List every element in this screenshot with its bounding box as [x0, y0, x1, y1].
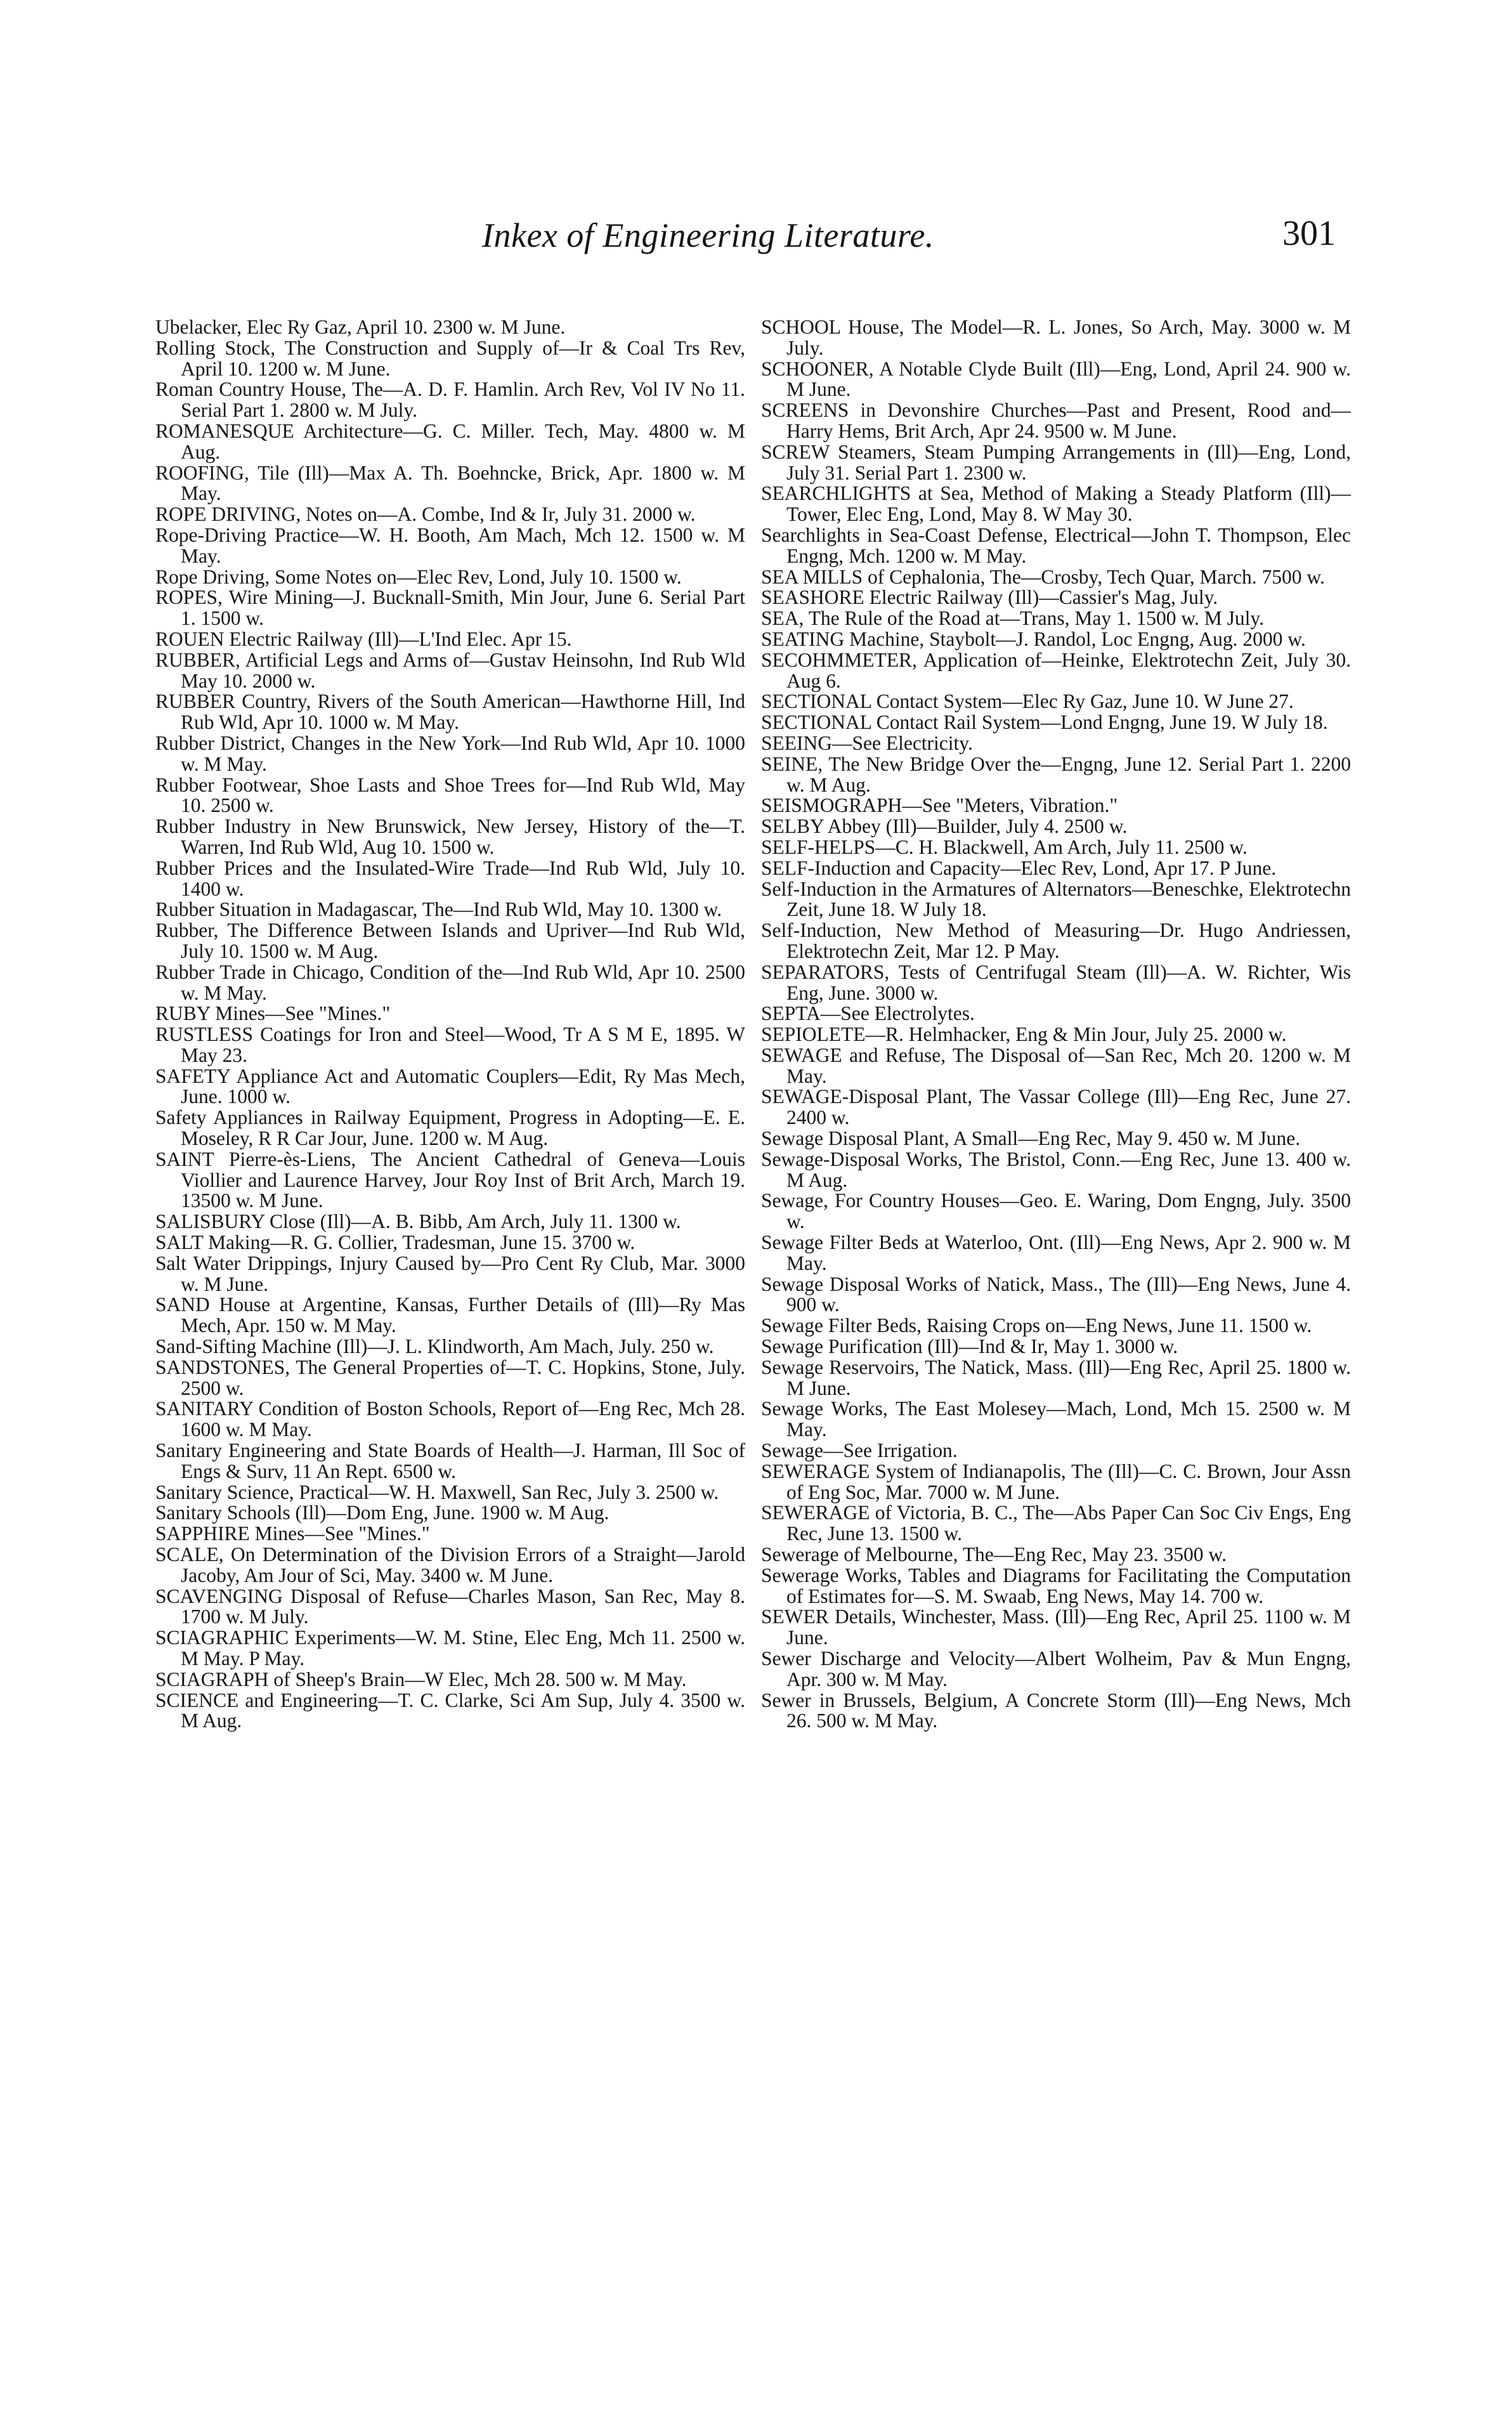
index-entry: SEWERAGE System of Indianapolis, The (Ill)—C. C. Brown, Jour Assn of Eng Soc, Mar. 7000 w. M June. [761, 1460, 1351, 1503]
index-entry: SEA MILLS of Cephalonia, The—Crosby, Tech Quar, March. 7500 w. [761, 565, 1325, 588]
index-entry: Searchlights in Sea-Coast Defense, Electrical—John T. Thompson, Elec Engng, Mch. 1200 w. M May. [761, 523, 1351, 567]
index-entry: Sanitary Science, Practical—W. H. Maxwell, San Rec, July 3. 2500 w. [155, 1480, 719, 1503]
index-entry: ROOFING, Tile (Ill)—Max A. Th. Boehncke, Brick, Apr. 1800 w. M May. [155, 461, 745, 505]
index-entry: SANDSTONES, The General Properties of—T. C. Hopkins, Stone, July. 2500 w. [155, 1356, 745, 1399]
index-entry: Sewage Filter Beds, Raising Crops on—Eng News, June 11. 1500 w. [761, 1314, 1312, 1337]
index-entry: ROMANESQUE Architecture—G. C. Miller. Tech, May. 4800 w. M Aug. [155, 419, 745, 463]
index-entry: SEPIOLETE—R. Helmhacker, Eng & Min Jour, July 25. 2000 w. [761, 1023, 1287, 1046]
index-entry: SEISMOGRAPH—See "Meters, Vibration." [761, 794, 1118, 817]
index-entry: RUBBER Country, Rivers of the South American—Hawthorne Hill, Ind Rub Wld, Apr 10. 1000 w. M May. [155, 690, 745, 734]
index-entry: SELF-HELPS—C. H. Blackwell, Am Arch, July 11. 2500 w. [761, 835, 1248, 858]
index-entry: Sand-Sifting Machine (Ill)—J. L. Klindworth, Am Mach, July. 250 w. [155, 1335, 714, 1358]
index-entry: Salt Water Drippings, Injury Caused by—Pro Cent Ry Club, Mar. 3000 w. M June. [155, 1251, 745, 1295]
index-entry: Sanitary Engineering and State Boards of Health—J. Harman, Ill Soc of Engs & Surv, 11 An Rept. 6500 w. [155, 1439, 745, 1482]
index-entry: SAND House at Argentine, Kansas, Further Details of (Ill)—Ry Mas Mech, Apr. 150 w. M May. [155, 1293, 745, 1337]
index-entry: SEATING Machine, Staybolt—J. Randol, Loc Engng, Aug. 2000 w. [761, 627, 1306, 650]
right-column [761, 317, 1351, 1732]
index-entry: SCHOONER, A Notable Clyde Built (Ill)—Eng, Lond, April 24. 900 w. M June. [761, 357, 1351, 401]
index-entry: Rubber Situation in Madagascar, The—Ind Rub Wld, May 10. 1300 w. [155, 898, 722, 921]
index-entry: Sewage Filter Beds at Waterloo, Ont. (Ill)—Eng News, Apr 2. 900 w. M May. [761, 1231, 1351, 1274]
index-entry: SEWAGE-Disposal Plant, The Vassar College (Ill)—Eng Rec, June 27. 2400 w. [761, 1085, 1351, 1129]
index-entry: SANITARY Condition of Boston Schools, Report of—Eng Rec, Mch 28. 1600 w. M May. [155, 1397, 745, 1441]
index-entry: SEA, The Rule of the Road at—Trans, May 1. 1500 w. M July. [761, 607, 1265, 630]
index-entry: Sewage—See Irrigation. [761, 1439, 958, 1462]
index-entry: Sewerage of Melbourne, The—Eng Rec, May 23. 3500 w. [761, 1543, 1227, 1566]
index-entry: Ubelacker, Elec Ry Gaz, April 10. 2300 w. M June. [155, 316, 566, 338]
index-entry: Rubber Footwear, Shoe Lasts and Shoe Trees for—Ind Rub Wld, May 10. 2500 w. [155, 773, 745, 817]
index-entry: SEEING—See Electricity. [761, 731, 973, 754]
index-entry: SCHOOL House, The Model—R. L. Jones, So Arch, May. 3000 w. M July. [761, 316, 1351, 359]
index-entry: SELF-Induction and Capacity—Elec Rev, Lond, Apr 17. P June. [761, 856, 1277, 879]
index-entry: Rolling Stock, The Construction and Supply of—Ir & Coal Trs Rev, April 10. 1200 w. M June. [155, 336, 745, 380]
index-entry: Sewage, For Country Houses—Geo. E. Waring, Dom Engng, July. 3500 w. [761, 1189, 1351, 1233]
index-entry: SECTIONAL Contact Rail System—Lond Engng, June 19. W July 18. [761, 711, 1328, 734]
index-entry: SAINT Pierre-ès-Liens, The Ancient Cathedral of Geneva—Louis Viollier and Laurence Harvey, Jour Roy Inst of Brit Arch, March 19. 13500 w. M June. [155, 1147, 745, 1212]
index-entry: ROPES, Wire Mining—J. Bucknall-Smith, Min Jour, June 6. Serial Part 1. 1500 w. [155, 586, 745, 630]
index-entry: Safety Appliances in Railway Equipment, Progress in Adopting—E. E. Moseley, R R Car Jour, June. 1200 w. M Aug. [155, 1106, 745, 1150]
index-entry: SAFETY Appliance Act and Automatic Couplers—Edit, Ry Mas Mech, June. 1000 w. [155, 1064, 745, 1108]
index-entry: Rubber, The Difference Between Islands and Upriver—Ind Rub Wld, July 10. 1500 w. M Aug. [155, 919, 745, 962]
index-entry: SEASHORE Electric Railway (Ill)—Cassier's Mag, July. [761, 586, 1218, 609]
index-entry: ROPE DRIVING, Notes on—A. Combe, Ind & Ir, July 31. 2000 w. [155, 503, 696, 526]
index-entry: SCIAGRAPH of Sheep's Brain—W Elec, Mch 28. 500 w. M May. [155, 1668, 687, 1690]
index-entry: Rubber District, Changes in the New York—Ind Rub Wld, Apr 10. 1000 w. M May. [155, 731, 745, 775]
index-entry: Rubber Industry in New Brunswick, New Jersey, History of the—T. Warren, Ind Rub Wld, Aug 10. 1500 w. [155, 815, 745, 858]
index-entry: SCIENCE and Engineering—T. C. Clarke, Sci Am Sup, July 4. 3500 w. M Aug. [155, 1689, 745, 1732]
index-entry: Rope-Driving Practice—W. H. Booth, Am Mach, Mch 12. 1500 w. M May. [155, 523, 745, 567]
index-entry: SCAVENGING Disposal of Refuse—Charles Mason, San Rec, May 8. 1700 w. M July. [155, 1585, 745, 1628]
index-entry: Self-Induction, New Method of Measuring—Dr. Hugo Andriessen, Elektrotechn Zeit, Mar 12. P May. [761, 919, 1351, 962]
index-entry: Self-Induction in the Armatures of Alternators—Beneschke, Elektrotechn Zeit, June 18. W July 18. [761, 877, 1351, 921]
index-entry: ROUEN Electric Railway (Ill)—L'Ind Elec. Apr 15. [155, 627, 572, 650]
index-entry: SEINE, The New Bridge Over the—Engng, June 12. Serial Part 1. 2200 w. M Aug. [761, 752, 1351, 796]
index-entry: Sewage Purification (Ill)—Ind & Ir, May 1. 3000 w. [761, 1335, 1178, 1358]
index-entry: Rubber Prices and the Insulated-Wire Trade—Ind Rub Wld, July 10. 1400 w. [155, 856, 745, 900]
index-entry: RUBBER, Artificial Legs and Arms of—Gustav Heinsohn, Ind Rub Wld May 10. 2000 w. [155, 648, 745, 692]
index-entry: Sewage Reservoirs, The Natick, Mass. (Ill)—Eng Rec, April 25. 1800 w. M June. [761, 1356, 1351, 1399]
index-entry: SEWERAGE of Victoria, B. C., The—Abs Paper Can Soc Civ Engs, Eng Rec, June 13. 1500 w. [761, 1501, 1351, 1545]
index-entry: SALISBURY Close (Ill)—A. B. Bibb, Am Arch, July 11. 1300 w. [155, 1210, 681, 1233]
index-entry: SEARCHLIGHTS at Sea, Method of Making a Steady Platform (Ill)—Tower, Elec Eng, Lond, May 8. W May 30. [761, 482, 1351, 526]
index-entry: RUSTLESS Coatings for Iron and Steel—Wood, Tr A S M E, 1895. W May 23. [155, 1023, 745, 1066]
index-entry: Sewer Discharge and Velocity—Albert Wolheim, Pav & Mun Engng, Apr. 300 w. M May. [761, 1647, 1351, 1690]
index-entry: SELBY Abbey (Ill)—Builder, July 4. 2500 w. [761, 815, 1128, 838]
index-entry: Rope Driving, Some Notes on—Elec Rev, Lond, July 10. 1500 w. [155, 565, 682, 588]
index-entry: Sewage-Disposal Works, The Bristol, Conn.—Eng Rec, June 13. 400 w. M Aug. [761, 1147, 1351, 1191]
index-entry: Sewerage Works, Tables and Diagrams for Facilitating the Computation of Estimates for—S. M. Swaab, Eng News, May 14. 700 w. [761, 1564, 1351, 1607]
index-entry: Sanitary Schools (Ill)—Dom Eng, June. 1900 w. M Aug. [155, 1501, 609, 1524]
index-entry: SCIAGRAPHIC Experiments—W. M. Stine, Elec Eng, Mch 11. 2500 w. M May. P May. [155, 1626, 745, 1670]
index-entry: Rubber Trade in Chicago, Condition of the—Ind Rub Wld, Apr 10. 2500 w. M May. [155, 960, 745, 1004]
index-entry: SEWAGE and Refuse, The Disposal of—San Rec, Mch 20. 1200 w. M May. [761, 1043, 1351, 1087]
index-entry: SEPTA—See Electrolytes. [761, 1002, 975, 1025]
index-entry: SECTIONAL Contact System—Elec Ry Gaz, June 10. W June 27. [761, 690, 1294, 713]
index-entry: Sewage Disposal Plant, A Small—Eng Rec, May 9. 450 w. M June. [761, 1127, 1301, 1150]
index-entry: SEPARATORS, Tests of Centrifugal Steam (Ill)—A. W. Richter, Wis Eng, June. 3000 w. [761, 960, 1351, 1004]
index-entry: SALT Making—R. G. Collier, Tradesman, June 15. 3700 w. [155, 1231, 635, 1254]
index-entry: SCALE, On Determination of the Division Errors of a Straight—Jarold Jacoby, Am Jour of Sci, May. 3400 w. M June. [155, 1543, 745, 1586]
index-entry: SEWER Details, Winchester, Mass. (Ill)—Eng Rec, April 25. 1100 w. M June. [761, 1605, 1351, 1649]
index-entry: RUBY Mines—See "Mines." [155, 1002, 391, 1025]
index-entry: SAPPHIRE Mines—See "Mines." [155, 1522, 430, 1545]
running-head-title: Inkex of Engineering Literature. [482, 216, 934, 254]
page-number: 301 [1282, 214, 1336, 253]
index-entry: Roman Country House, The—A. D. F. Hamlin. Arch Rev, Vol IV No 11. Serial Part 1. 2800 w. M July. [155, 378, 745, 422]
index-entry: SCREW Steamers, Steam Pumping Arrangements in (Ill)—Eng, Lond, July 31. Serial Part 1. 2300 w. [761, 440, 1351, 484]
index-entry: SCREENS in Devonshire Churches—Past and Present, Rood and—Harry Hems, Brit Arch, Apr 24. 9500 w. M June. [761, 399, 1351, 442]
left-column [155, 317, 745, 1732]
index-entry: Sewage Works, The East Molesey—Mach, Lond, Mch 15. 2500 w. M May. [761, 1397, 1351, 1441]
index-entry: Sewage Disposal Works of Natick, Mass., The (Ill)—Eng News, June 4. 900 w. [761, 1272, 1351, 1316]
index-entry: SECOHMMETER, Application of—Heinke, Elektrotechn Zeit, July 30. Aug 6. [761, 648, 1351, 692]
index-entry: Sewer in Brussels, Belgium, A Concrete Storm (Ill)—Eng News, Mch 26. 500 w. M May. [761, 1689, 1351, 1732]
